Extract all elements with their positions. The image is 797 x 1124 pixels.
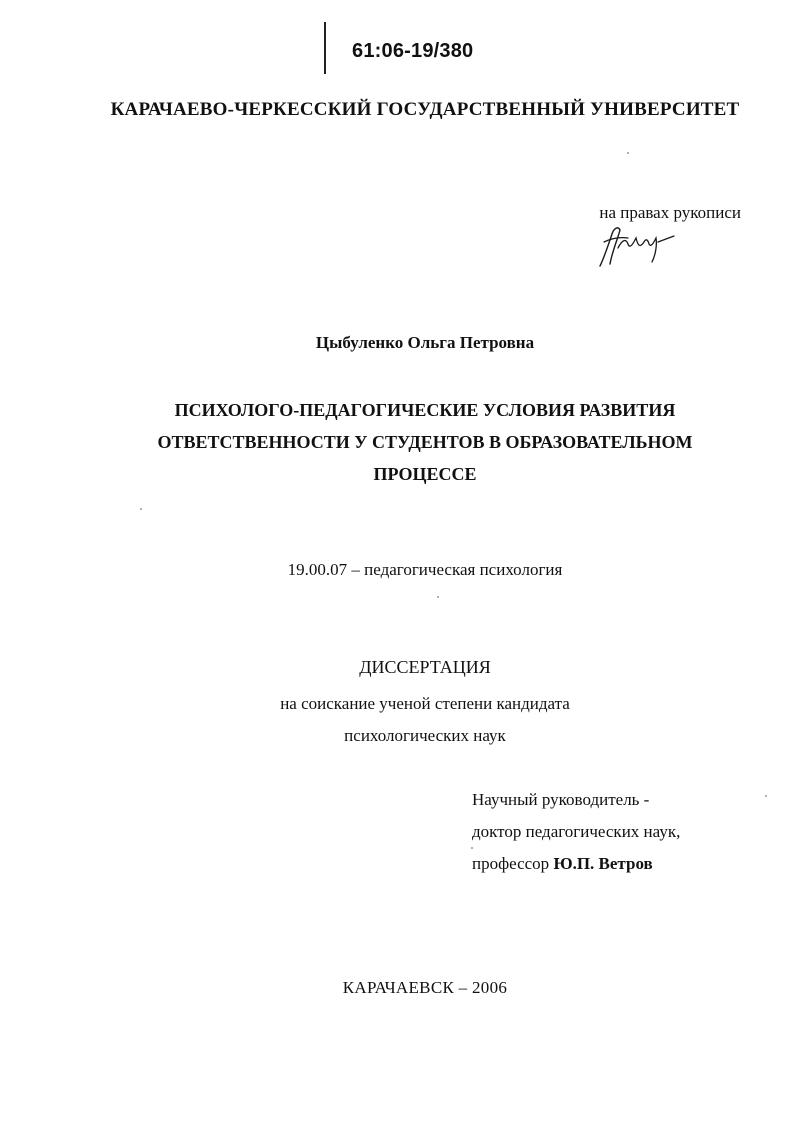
city-year: КАРАЧАЕВСК – 2006 bbox=[342, 978, 508, 997]
author-name: Цыбуленко Ольга Петровна bbox=[315, 333, 535, 352]
supervisor-role: Научный руководитель - bbox=[472, 790, 650, 809]
university-name: КАРАЧАЕВО-ЧЕРКЕССКИЙ ГОСУДАРСТВЕННЫЙ УНИВЕРСИТЕТ bbox=[110, 99, 740, 120]
handwritten-signature bbox=[594, 218, 684, 273]
supervisor-degree: доктор педагогических наук, bbox=[472, 822, 681, 841]
degree-description bbox=[0, 688, 797, 752]
degree-line: на соискание ученой степени кандидата bbox=[280, 694, 570, 713]
scan-speck bbox=[765, 795, 767, 797]
title-line: ПРОЦЕССЕ bbox=[373, 464, 477, 484]
specialty-code: 19.00.07 – педагогическая психология bbox=[287, 560, 563, 579]
dissertation-title bbox=[0, 394, 797, 490]
title-line: ПСИХОЛОГО-ПЕДАГОГИЧЕСКИЕ УСЛОВИЯ РАЗВИТИЯ bbox=[174, 400, 676, 420]
scan-speck bbox=[140, 508, 142, 510]
title-line: ОТВЕТСТВЕННОСТИ У СТУДЕНТОВ В ОБРАЗОВАТЕЛЬНОМ bbox=[157, 432, 693, 452]
supervisor-title-line bbox=[472, 848, 680, 880]
supervisor-block bbox=[472, 784, 680, 880]
stamp-line bbox=[324, 22, 326, 74]
scan-speck bbox=[471, 847, 473, 849]
scan-speck bbox=[627, 152, 629, 154]
stamp-code: 61:06-19/380 bbox=[352, 40, 474, 62]
manuscript-rights-label: на правах рукописи bbox=[599, 203, 741, 222]
degree-line: психологических наук bbox=[344, 726, 506, 745]
supervisor-title: профессор bbox=[472, 854, 550, 873]
supervisor-name: Ю.П. Ветров bbox=[553, 854, 653, 873]
scan-speck bbox=[437, 596, 439, 598]
document-type: ДИССЕРТАЦИЯ bbox=[359, 657, 491, 677]
